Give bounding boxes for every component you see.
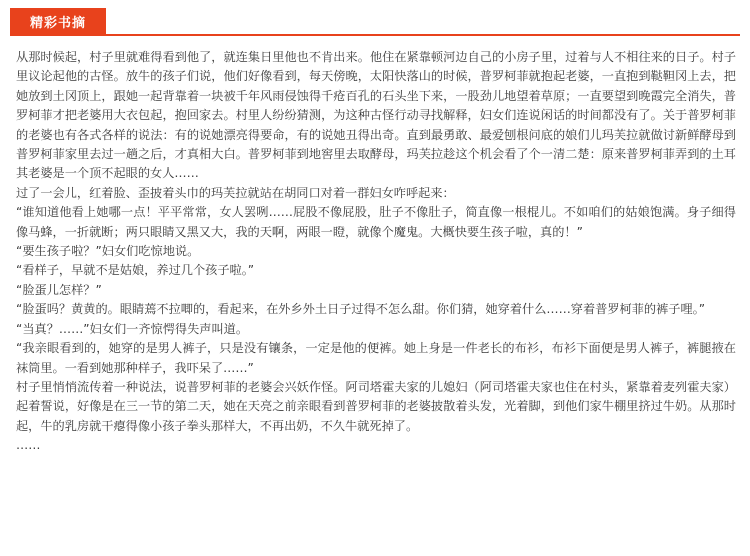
paragraph-4: “要生孩子啦？”妇女们吃惊地说。 — [16, 244, 200, 259]
paragraph-1: 从那时候起，村子里就难得看到他了，就连集日里他也不肯出来。他住在紧靠顿河边自己的小房子里，过着与人不相往来的日子。村子里议论起他的古怪。放牛的孩子们说，他们好像看到，每天傍晚，太阳快落山的时候，普罗柯菲就抱起老婆，一直抱到鞑靼冈上去，把她放到土冈顶上，跟她一起背靠着一块被千年风雨侵蚀得千疮百孔的石头坐下来，一股劲儿地望着草原；一直要望到晚霞完全消失，普罗柯菲才把老婆用大衣包起，抱回家去。村里人纷纷猜测，为这种古怪行动寻找解释，妇女们连说闲话的时间都没有了。关于普罗柯菲的老婆也有各式各样的说法：有的说她漂亮得要命，有的说她丑得出奇。直到最勇敢、最爱刨根问底的娘们儿玛芙拉就做讨新鲜酵母到普罗柯菲家里去过一趟之后，才真相大白。普罗柯菲到地窖里去取酵母，玛芙拉趁这个机会看了个一清二楚：原来普罗柯菲弄到的土耳其老婆是一个顶不起眼的女人…… — [16, 50, 736, 181]
paragraph-6: “脸蛋儿怎样？” — [16, 282, 102, 297]
paragraph-9: “我亲眼看到的，她穿的是男人裤子，只是没有镶条，一定是他的便裤。她上身是一件老长的布衫，布衫下面便是男人裤子，裤腿掖在袜筒里。一看到她那种样子，我吓呆了……” — [16, 341, 736, 375]
excerpt-body — [16, 48, 736, 456]
paragraph-7: “脸蛋吗？黄黄的。眼睛蔫不拉唧的，看起来，在外乡外土日子过得不怎么甜。你们猜，她穿着什么……穿着普罗柯菲的裤子哩。” — [16, 302, 706, 317]
paragraph-ellipsis: …… — [16, 438, 41, 453]
section-header — [10, 8, 740, 36]
paragraph-8: “当真？……”妇女们一齐惊愕得失声叫道。 — [16, 321, 249, 336]
section-title: 精彩书摘 — [29, 15, 86, 31]
paragraph-10: 村子里悄悄流传着一种说法，说普罗柯菲的老婆会兴妖作怪。阿司塔霍夫家的儿媳妇（阿司塔霍夫家也住在村头，紧靠着麦列霍夫家）起着誓说，好像是在三一节的第二天，她在天亮之前亲眼看到普罗柯菲的老婆披散着头发，光着脚，到他们家牛棚里挤过牛奶。从那时起，牛的乳房就干瘪得像小孩子拳头那样大，不再出奶，不久牛就死掉了。 — [16, 379, 736, 433]
paragraph-3: “谁知道他看上她哪一点！平平常常，女人罢咧……屁股不像屁股，肚子不像肚子，简直像一根棍儿。不如咱们的姑娘饱满。身子细得像马蜂，一折就断；两只眼睛又黑又大，我的天啊，两眼一瞪，就像个魔鬼。大概快要生孩子啦，真的！” — [16, 205, 736, 239]
paragraph-5: “看样子，早就不是姑娘，养过几个孩子啦。” — [16, 263, 255, 278]
section-tab — [10, 8, 106, 34]
paragraph-2: 过了一会儿，红着脸、歪披着头巾的玛芙拉就站在胡同口对着一群妇女咋呼起来： — [16, 185, 455, 200]
